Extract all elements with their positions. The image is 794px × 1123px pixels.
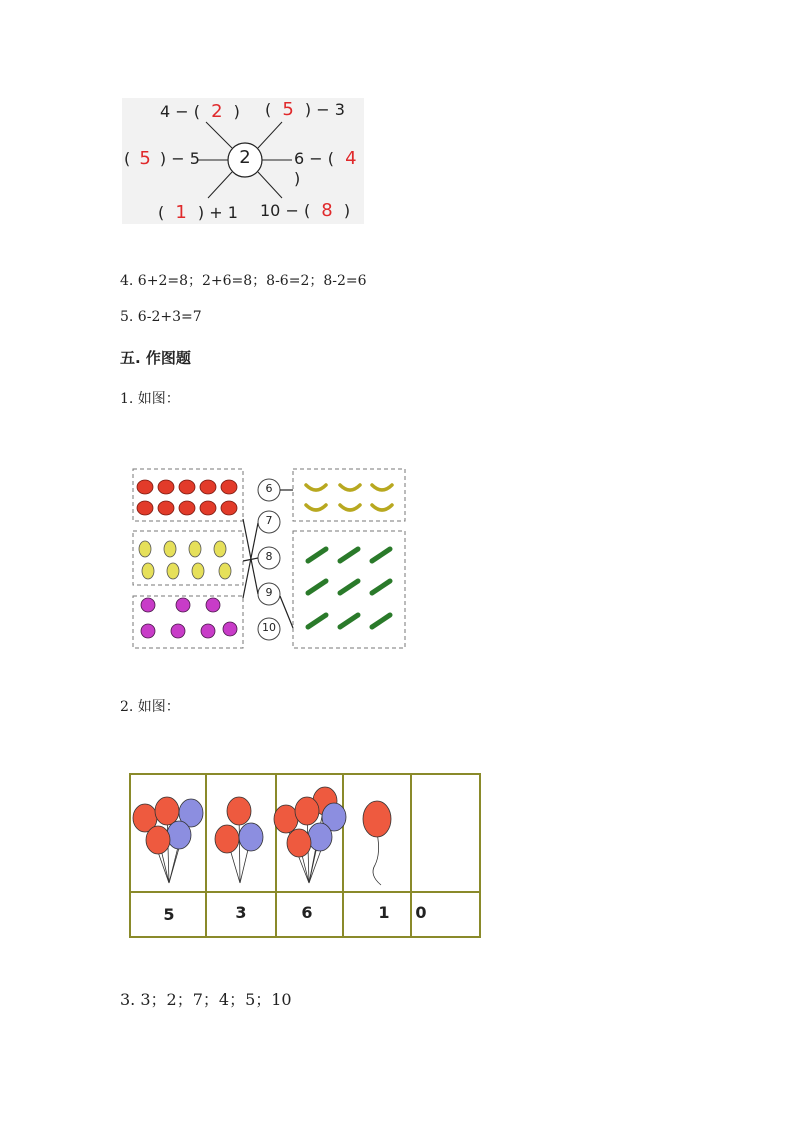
carrot-icons — [308, 549, 390, 627]
balloon-count-3: 6 — [301, 903, 313, 922]
expr-pre: 10 − ( — [260, 201, 311, 220]
star-top-right — [265, 99, 345, 120]
star-bottom-right — [260, 200, 350, 221]
expr-pre: ( — [265, 100, 272, 119]
matching-figure — [128, 463, 410, 651]
star-diagram — [122, 98, 364, 224]
star-center: 2 — [239, 147, 251, 168]
answer-q3: 3. 3；2；7；4；5；10 — [120, 990, 292, 1009]
answer-value: 2 — [211, 101, 223, 122]
answer-value: 4 — [345, 148, 357, 169]
balloon-count-5: 0 — [415, 903, 427, 922]
answer-value: 1 — [175, 202, 187, 223]
expr-pre: ( — [124, 149, 131, 168]
answer-q5: 5. 6-2+3=7 — [120, 309, 202, 325]
answer-value: 8 — [321, 200, 333, 221]
balloon-count-2: 3 — [235, 903, 247, 922]
match-number-9: 9 — [265, 586, 273, 599]
star-right — [294, 148, 364, 188]
question-1-label: 1. 如图： — [120, 391, 180, 407]
peach-icons — [141, 598, 237, 638]
match-number-8: 8 — [265, 550, 273, 563]
match-number-10: 10 — [262, 621, 276, 634]
expr-pre: 6 − ( — [294, 149, 334, 168]
expr-post: ) — [294, 169, 301, 188]
question-2-label: 2. 如图： — [120, 699, 180, 715]
expr-post: ) — [343, 201, 351, 220]
balloon-count-4: 1 — [378, 903, 390, 922]
match-number-6: 6 — [265, 482, 273, 495]
balloon-table — [129, 773, 481, 938]
expr-post: ) — [233, 102, 240, 121]
pear-icons — [139, 541, 231, 579]
expr-post: ) − 5 — [159, 149, 200, 168]
star-bottom-left — [158, 202, 238, 223]
balloon-count-1: 5 — [163, 905, 175, 924]
match-number-7: 7 — [265, 514, 273, 527]
expr-post: ) − 3 — [304, 100, 345, 119]
expr-pre: 4 − ( — [160, 102, 200, 121]
expr-pre: ( — [158, 203, 165, 222]
section-title: 五. 作图题 — [120, 349, 191, 367]
answer-value: 5 — [282, 99, 294, 120]
apple-icons — [137, 480, 237, 515]
answer-q4: 4. 6+2=8；2+6=8；8-6=2；8-2=6 — [120, 273, 367, 289]
expr-post: ) + 1 — [197, 203, 238, 222]
banana-icons — [306, 485, 392, 510]
answer-value: 5 — [139, 148, 151, 169]
star-top-left — [160, 101, 240, 122]
star-left — [124, 148, 200, 169]
